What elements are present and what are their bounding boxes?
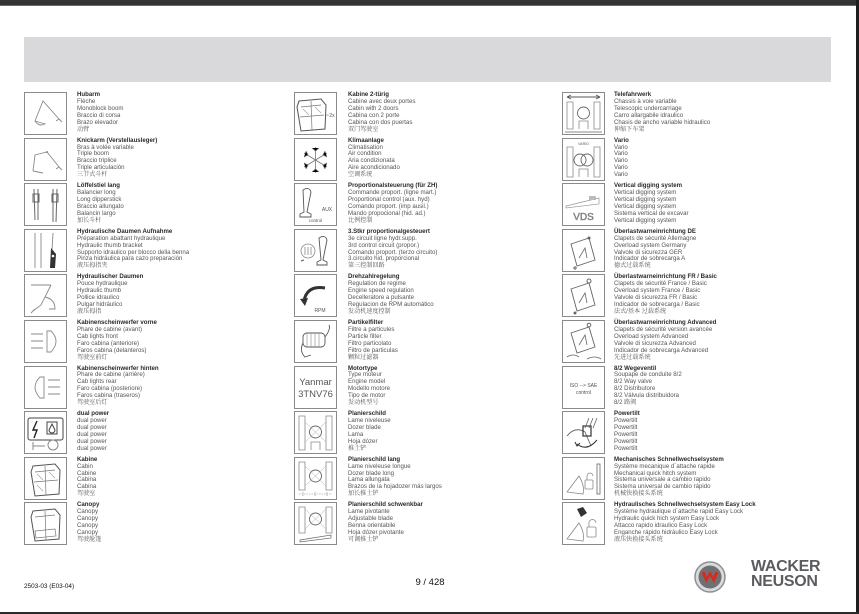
option-entry	[24, 320, 294, 364]
option-entry	[24, 183, 294, 227]
option-translation: 动臂	[77, 125, 90, 133]
option-translation: Engine speed regulation	[348, 287, 414, 295]
option-entry	[294, 502, 564, 546]
option-translation: Pouce hydraulique	[77, 280, 128, 288]
option-translation: Commande proport. (ligne mart.)	[348, 189, 437, 197]
option-translation: Hydraulic quick hich system Easy Lock	[614, 515, 719, 523]
option-translation: 8/2 Way valve	[614, 378, 653, 386]
icon-label: 3TNV76	[298, 388, 333, 400]
option-translation: Canopy	[77, 522, 99, 530]
air-condition-icon	[294, 138, 337, 181]
option-translation: 8/2 Distributore	[614, 385, 656, 393]
telescopic-undercarriage-icon	[562, 92, 605, 135]
option-text	[348, 411, 391, 452]
option-translation: Overload system Germany	[614, 241, 687, 249]
option-translation: Decelleratore a pulsante	[348, 294, 415, 302]
option-title: 3.Stkr proportionalgesteuert	[348, 227, 430, 235]
option-translation: Brazos de la hojadozer más largos	[348, 483, 442, 491]
option-translation: 3.circuito hid. proporcional	[348, 255, 420, 263]
rpm-icon	[294, 274, 337, 317]
option-translation: Enganche rápido hidráulico Easy Lock	[614, 528, 718, 536]
option-translation: Comando proport. (terzo circuito)	[348, 248, 438, 256]
option-translation: Proportional control (aux. hyd)	[348, 196, 430, 203]
option-translation: Chassis à voie variable	[614, 97, 677, 105]
option-entry	[294, 320, 564, 364]
option-title: Kabine 2-türig	[348, 91, 389, 98]
option-translation: Lama allungata	[348, 476, 390, 484]
icon-label: RPM	[314, 308, 326, 315]
rear-light-icon	[24, 366, 67, 409]
option-translation: Aire acondicionado	[348, 164, 400, 172]
option-translation: Valvole di sicurezza GER	[614, 248, 683, 256]
option-text	[348, 457, 442, 498]
overload-advanced-icon	[562, 320, 605, 363]
option-title: Hydraulisches Schnellwechselsystem Easy Lock	[614, 501, 756, 509]
option-translation: 比例控制	[348, 216, 373, 224]
option-translation: Vario	[614, 157, 628, 165]
option-translation: 第三控制回路	[348, 262, 385, 270]
option-translation: Overload system France / Basic	[614, 287, 701, 295]
option-title: dual power	[77, 410, 110, 418]
option-translation: 驾驶室前灯	[77, 353, 108, 361]
option-text	[348, 92, 415, 133]
option-title: Überlastwarneinrichtung FR / Basic	[614, 273, 717, 281]
viewer-top-bar-edge	[0, 5, 859, 6]
option-title: 8/2 Wegeventil	[614, 364, 657, 372]
option-translation: 8/2 Válvula distribuidora	[614, 392, 680, 400]
option-translation: Cabina	[77, 476, 97, 484]
option-title: Knickarm (Verstellausleger)	[77, 136, 158, 144]
option-translation: Tipo de motor	[348, 392, 386, 400]
option-entry	[562, 229, 832, 273]
option-translation: Mando propocional (hid. ad.)	[348, 209, 426, 217]
icon-label: 2x	[329, 113, 335, 119]
third-circuit-icon	[294, 229, 337, 272]
iso-sae-control-icon	[562, 366, 605, 409]
option-text	[614, 138, 629, 179]
option-title: Planierschild schwenkbar	[348, 501, 423, 509]
option-entry	[294, 138, 564, 182]
option-text	[77, 366, 159, 407]
option-translation: Cab lights rear	[77, 378, 117, 386]
option-text	[614, 366, 682, 407]
option-translation: Mechanical quick hitch system	[614, 469, 697, 477]
option-text	[348, 366, 390, 407]
option-title: Kabine	[77, 455, 98, 463]
icon-label: AUX	[321, 207, 333, 214]
option-translation: Valvole di sicurezza Advanced	[614, 339, 696, 347]
option-entry	[24, 457, 294, 501]
option-translation: Faro cabina (anteriore)	[77, 339, 139, 347]
option-text	[348, 229, 437, 270]
option-title: Überlastwarneinrichtung DE	[614, 227, 696, 235]
option-translation: Triple articulación	[77, 164, 125, 172]
option-text	[77, 229, 189, 270]
option-translation: Type moteur	[348, 371, 382, 379]
option-entry	[24, 92, 294, 136]
option-title: Hubarm	[77, 91, 101, 98]
option-translation: 机械快换接头系统	[614, 490, 663, 498]
option-translation: Cabine	[77, 469, 97, 477]
option-translation: Benna orientabile	[348, 522, 396, 530]
cabin-icon	[24, 457, 67, 500]
option-entry	[294, 411, 564, 455]
option-translation: Faros cabina (delanteros)	[77, 346, 147, 354]
option-translation: Valvole di sicurezza FR / Basic	[614, 294, 698, 302]
option-title: Mechanisches Schnellwechselsystem	[614, 455, 724, 463]
option-translation: Lame pivotante	[348, 508, 390, 516]
option-translation: Flèche	[77, 97, 96, 105]
option-translation: Clapets de sécurité Allemagne	[614, 234, 697, 242]
option-translation: Vertical digging system	[614, 202, 677, 210]
option-title: Löffelstiel lang	[77, 182, 120, 190]
option-translation: 先进过载系统	[614, 353, 651, 361]
option-translation: 液压拇指夹	[77, 262, 108, 270]
option-entry	[24, 502, 294, 546]
option-translation: Indicador de sobrecarga Advanced	[614, 346, 709, 354]
option-title: Partikelfilter	[348, 318, 384, 326]
option-translation: Chasis de ancho variable hidraulico	[614, 118, 711, 126]
option-translation: Préparation abattant hydraulique	[77, 234, 166, 242]
options-column-3	[562, 92, 832, 548]
option-entry	[562, 92, 832, 136]
dozer-blade-icon	[294, 411, 337, 454]
cabin-2-door-icon	[294, 92, 337, 135]
option-translation: Vario	[614, 150, 628, 158]
option-translation: Engine model	[348, 378, 386, 386]
engine-text-icon	[294, 366, 337, 409]
option-translation: Overload system Advanced	[614, 332, 689, 340]
option-translation: 伸缩下车架	[614, 125, 645, 133]
option-translation: Pollice idraulico	[77, 294, 120, 302]
option-translation: dual power	[77, 423, 107, 431]
option-translation: Telescopic undercarriage	[614, 104, 682, 112]
option-title: Planierschild lang	[348, 455, 401, 463]
thumb-bracket-icon	[24, 229, 67, 272]
option-entry	[294, 274, 564, 318]
page-number: 9 / 428	[415, 577, 445, 588]
powertilt-icon	[562, 411, 605, 454]
option-translation: Comando proport. (imp ausil.)	[348, 202, 429, 210]
option-translation: Filtro de particulas	[348, 346, 398, 354]
icon-label: Yanmar	[299, 376, 332, 388]
option-title: Proportionalsteuerung (für ZH)	[348, 182, 438, 190]
option-translation: Climatisation	[348, 143, 383, 151]
option-translation: Filtro particolato	[348, 339, 392, 347]
option-text	[77, 502, 101, 543]
option-entry	[562, 320, 832, 364]
option-translation: Cabina con dos puertas	[348, 118, 413, 126]
easy-lock-icon	[562, 502, 605, 545]
option-title: Hydraulische Daumen Aufnahme	[77, 227, 173, 235]
option-translation: 驾驶室后灯	[77, 399, 108, 407]
option-entry	[562, 274, 832, 318]
option-translation: Canopy	[77, 515, 99, 523]
overload-fr-icon	[562, 274, 605, 317]
dozer-blade-long-icon	[294, 457, 337, 500]
option-entry	[562, 457, 832, 501]
particle-filter-icon	[294, 320, 337, 363]
triple-boom-icon	[24, 138, 67, 181]
option-translation: Faro cabina (posteriore)	[77, 385, 143, 393]
option-translation: Indicador de sobrecarga A	[614, 255, 686, 263]
option-translation: Sistema universale a cambio rapido	[614, 476, 711, 484]
option-translation: 3e circuit ligne hydr.supp.	[348, 234, 417, 242]
option-translation: Système mecanique d´attache rapide	[614, 462, 715, 470]
joystick-aux-icon	[294, 183, 337, 226]
option-title: Motortype	[348, 364, 378, 372]
option-entry	[562, 502, 832, 546]
option-translation: 液压拇指	[77, 307, 102, 315]
option-translation: 德式过载系统	[614, 262, 651, 270]
option-title: Kabinenscheinwerfer hinten	[77, 364, 159, 372]
option-translation: Dozer blade	[348, 423, 381, 431]
option-text	[348, 502, 423, 543]
option-translation: Canopy	[77, 528, 99, 536]
option-translation: Braccio allungato	[77, 202, 124, 210]
option-title: Vario	[614, 136, 629, 144]
option-translation: Powertilt	[614, 423, 638, 431]
option-translation: 发动机速度控制	[348, 307, 391, 315]
option-translation: Sistema universal de cambio rápido	[614, 483, 711, 491]
option-text	[348, 138, 400, 179]
option-translation: dual power	[77, 437, 107, 445]
option-translation: Lame niveleuse longue	[348, 462, 411, 470]
icon-label: VARIO	[578, 141, 589, 146]
option-translation: Balancier long	[77, 189, 116, 197]
option-translation: Hydraulic thumb bracket	[77, 241, 143, 249]
option-entry	[24, 138, 294, 182]
option-translation: Bras à volée variable	[77, 143, 134, 151]
long-dipperstick-icon	[24, 183, 67, 226]
option-translation: 3rd control circuit (propor.)	[348, 241, 420, 249]
option-translation: Adjustable blade	[348, 515, 394, 523]
front-light-icon	[24, 320, 67, 363]
option-translation: Long dipperstick	[77, 196, 122, 203]
option-translation: Cab lights front	[77, 332, 118, 340]
option-title: Klimaanlage	[348, 136, 384, 144]
option-translation: Cabina	[77, 483, 97, 491]
icon-label: control	[308, 218, 323, 224]
option-translation: Carro allargabile idraulico	[614, 111, 684, 119]
option-text	[614, 457, 724, 498]
option-translation: Faros cabina (traseros)	[77, 392, 140, 400]
option-translation: 颗粒过滤器	[348, 353, 379, 361]
option-translation: Système hydraulique d´attache rapid Easy Lock	[614, 508, 744, 516]
option-translation: 驾驶舱篷	[77, 535, 102, 543]
option-translation: Lame niveleuse	[348, 417, 391, 425]
hydraulic-thumb-icon	[24, 274, 67, 317]
option-translation: dual power	[77, 444, 107, 452]
option-translation: Cabina con 2 porte	[348, 111, 400, 119]
option-text	[614, 411, 640, 452]
option-translation: Pinza hidráulica para cazo preparación	[77, 255, 183, 263]
option-translation: 驾驶室	[77, 490, 96, 498]
option-translation: Powertilt	[614, 444, 638, 452]
option-translation: Cabin with 2 doors	[348, 104, 399, 112]
option-entry	[562, 366, 832, 410]
option-translation: Vario	[614, 143, 628, 151]
option-translation: Sistema vertical de excavar	[614, 209, 689, 217]
option-text	[77, 92, 123, 133]
option-text	[77, 274, 143, 315]
option-text	[614, 229, 696, 270]
option-translation: 液压快换接头系统	[614, 535, 663, 543]
option-translation: Clapets de sécurité version avancée	[614, 325, 713, 333]
option-translation: Pulgar hidráulico	[77, 301, 123, 308]
dual-power-icon	[24, 411, 67, 454]
vds-icon	[562, 183, 605, 226]
option-text	[614, 183, 689, 224]
option-entry	[24, 274, 294, 318]
option-translation: Regulacion de RPM automático	[348, 301, 434, 308]
mechanical-quick-hitch-icon	[562, 457, 605, 500]
option-text	[348, 274, 434, 315]
option-title: Kabinenscheinwerfer vorne	[77, 318, 157, 326]
vario-icon	[562, 138, 605, 181]
option-entry	[294, 366, 564, 410]
option-text	[348, 320, 398, 361]
option-translation: Air condition	[348, 150, 382, 158]
option-translation: Particle filter	[348, 332, 382, 340]
option-translation: Hoja dózer	[348, 437, 378, 445]
wacker-neuson-logo-text	[751, 559, 820, 589]
option-translation: Indicador de sobrecarga / Basic	[614, 301, 700, 308]
options-column-2	[294, 92, 564, 548]
option-entry	[294, 183, 564, 227]
option-translation: Vertical digging system	[614, 189, 677, 197]
option-entry	[562, 138, 832, 182]
option-translation: Hoja dózer pivotante	[348, 528, 404, 536]
option-text	[77, 138, 157, 179]
option-entry	[294, 457, 564, 501]
option-translation: Aria condizionata	[348, 157, 395, 165]
option-text	[614, 92, 710, 133]
option-translation: Lama	[348, 430, 364, 438]
option-translation: dual power	[77, 430, 107, 438]
option-text	[348, 183, 437, 224]
option-title: Telefahrwerk	[614, 91, 652, 98]
option-entry	[562, 411, 832, 455]
icon-label: ISO --> SAE	[569, 382, 598, 389]
option-translation: Filtre a particules	[348, 325, 395, 333]
option-translation: Powertilt	[614, 437, 638, 445]
option-translation: Braccio triplice	[77, 157, 117, 165]
option-translation: Brazo elevador	[77, 118, 118, 126]
option-entry	[24, 229, 294, 273]
option-text	[77, 183, 124, 224]
option-translation: Triple boom	[77, 150, 109, 158]
option-text	[614, 502, 756, 543]
option-text	[77, 411, 109, 452]
option-translation: Powertilt	[614, 430, 638, 438]
option-translation: Soupape de conduite 8/2	[614, 371, 682, 379]
header-band	[24, 37, 831, 82]
option-translation: Canopy	[77, 508, 99, 516]
option-translation: Supporto idraulico per blocco della benna	[77, 248, 190, 256]
option-translation: Vertical digging system	[614, 216, 677, 224]
option-title: Überlastwarneinrichtung Advanced	[614, 318, 717, 326]
option-title: Powertilt	[614, 410, 640, 418]
option-entry	[24, 411, 294, 455]
option-translation: Attacco rapido idraulico Easy Lock	[614, 522, 708, 530]
canopy-icon	[24, 502, 67, 545]
option-title: Drehzahlregelung	[348, 273, 400, 281]
overload-de-icon	[562, 229, 605, 272]
option-entry	[562, 183, 832, 227]
option-translation: 发动机型号	[348, 399, 379, 407]
option-translation: Dozer blade long	[348, 469, 395, 477]
logo-line-1: WACKER	[751, 558, 821, 575]
option-translation: Phare de cabine (avant)	[77, 325, 143, 333]
option-translation: 双门驾驶室	[348, 125, 379, 133]
option-text	[77, 457, 97, 498]
option-translation: 可调推土铲	[348, 535, 379, 543]
options-column-1	[24, 92, 294, 548]
option-translation: Powertilt	[614, 417, 638, 425]
monoblock-boom-icon	[24, 92, 67, 135]
option-translation: Monoblock boom	[77, 104, 124, 112]
icon-label: VDS	[573, 212, 594, 224]
logo-line-2: NEUSON	[751, 573, 818, 590]
option-entry	[294, 229, 564, 273]
option-translation: Cabin	[77, 462, 93, 470]
option-title: Vertical digging system	[614, 182, 683, 190]
option-translation: Clapets de sécurité France / Basic	[614, 280, 707, 288]
option-title: Canopy	[77, 501, 100, 509]
option-translation: Vario	[614, 171, 628, 179]
option-translation: Modello motore	[348, 385, 390, 393]
option-translation: Hydraulic thumb	[77, 287, 122, 295]
option-translation: Vertical digging system	[614, 196, 677, 203]
option-translation: 三节式斗杆	[77, 171, 108, 179]
option-translation: dual power	[77, 417, 107, 425]
option-entry	[294, 92, 564, 136]
option-translation: 空调系统	[348, 171, 373, 179]
option-translation: 加长推土铲	[348, 490, 379, 498]
document-code: 2503-03 (E03-04)	[24, 583, 75, 590]
option-translation: 法式/基本 过载系统	[614, 307, 667, 315]
option-text	[614, 274, 717, 315]
icon-label: control	[575, 389, 592, 396]
option-translation: Vario	[614, 164, 628, 172]
option-translation: Cabine avec deux portes	[348, 97, 416, 105]
adjustable-blade-icon	[294, 502, 337, 545]
option-text	[614, 320, 716, 361]
wacker-neuson-logo-mark	[694, 561, 726, 593]
option-text	[77, 320, 157, 361]
option-translation: Balancin largo	[77, 209, 116, 217]
option-title: Planierschild	[348, 410, 386, 418]
option-translation: 加长斗杆	[77, 216, 102, 224]
option-translation: Regulation de regime	[348, 280, 406, 288]
option-translation: Phare de cabine (arrière)	[77, 371, 145, 379]
option-translation: Braccio di corsa	[77, 111, 121, 119]
option-translation: 8/2 路阀	[614, 399, 637, 407]
option-entry	[24, 366, 294, 410]
option-translation: 推土铲	[348, 444, 367, 452]
option-title: Hydraulischer Daumen	[77, 273, 144, 281]
